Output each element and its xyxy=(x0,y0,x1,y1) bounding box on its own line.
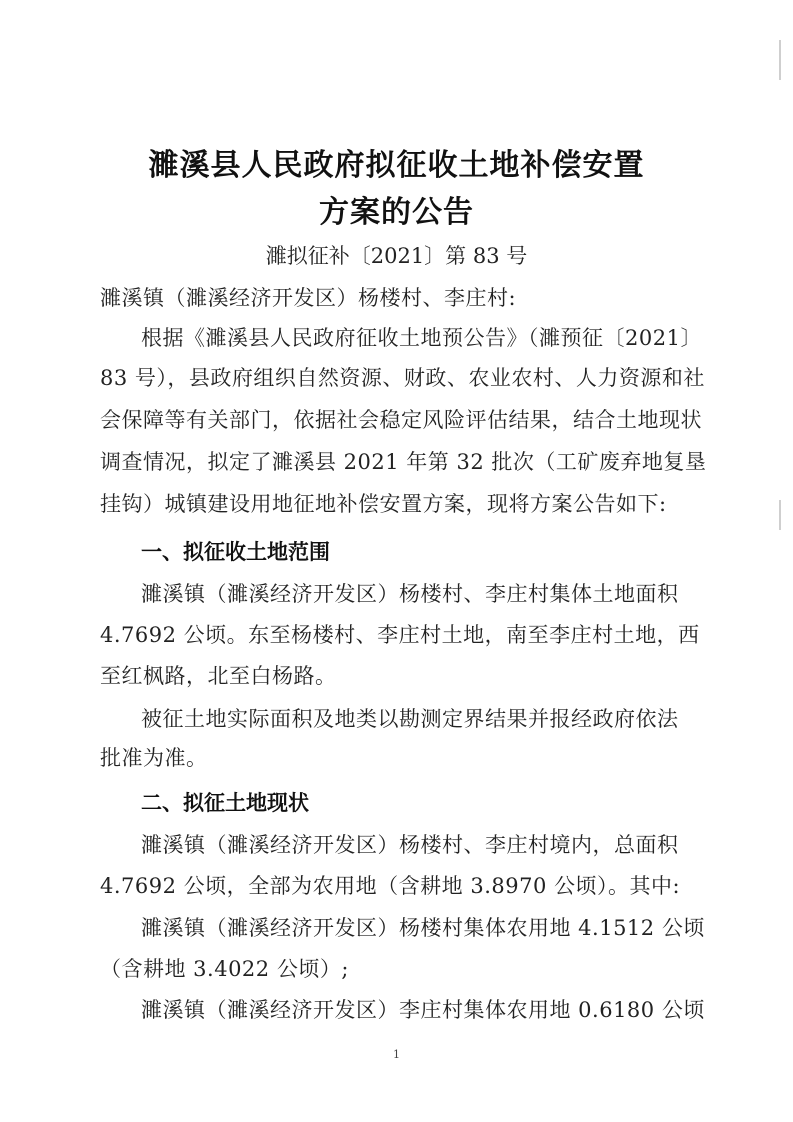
document-number: 濉拟征补〔2021〕第 83 号 xyxy=(265,244,528,268)
document-title-line-1: 濉溪县人民政府拟征收土地补偿安置 xyxy=(148,148,645,183)
intro-line: 83 号），县政府组织自然资源、财政、农业农村、人力资源和社 xyxy=(100,366,705,390)
section1-paragraph-line: 至红枫路，北至白杨路。 xyxy=(100,664,337,688)
section1-paragraph-line: 被征土地实际面积及地类以勘测定界结果并报经政府依法 xyxy=(141,707,679,731)
intro-line: 会保障等有关部门，依据社会稳定风险评估结果，结合土地现状 xyxy=(100,408,702,432)
section1-paragraph-line: 濉溪镇（濉溪经济开发区）杨楼村、李庄村集体土地面积 xyxy=(141,582,679,606)
section2-paragraph-line: 4.7692 公顷，全部为农用地（含耕地 3.8970 公顷）。其中: xyxy=(100,874,681,898)
section2-paragraph-line: 濉溪镇（濉溪经济开发区）李庄村集体农用地 0.6180 公顷 xyxy=(141,998,705,1022)
section1-paragraph-line: 4.7692 公顷。东至杨楼村、李庄村土地，南至李庄村土地，西 xyxy=(100,623,700,647)
section1-paragraph-line: 批准为准。 xyxy=(100,746,208,770)
intro-line: 根据《濉溪县人民政府征收土地预公告》（濉预征〔2021〕 xyxy=(141,326,702,350)
section2-paragraph-line: 濉溪镇（濉溪经济开发区）杨楼村、李庄村境内，总面积 xyxy=(141,833,679,857)
document-title-line-2: 方案的公告 xyxy=(319,195,474,230)
page-number: 1 xyxy=(393,1048,400,1061)
intro-line: 挂钩）城镇建设用地征地补偿安置方案，现将方案公告如下: xyxy=(100,492,667,516)
intro-line: 调查情况，拟定了濉溪县 2021 年第 32 批次（工矿废弃地复垦 xyxy=(100,450,707,474)
section2-paragraph-line: （含耕地 3.4022 公顷）; xyxy=(100,957,349,981)
section2-paragraph-line: 濉溪镇（濉溪经济开发区）杨楼村集体农用地 4.1512 公顷 xyxy=(141,916,705,940)
section-heading-1: 一、拟征收土地范围 xyxy=(141,540,330,564)
scan-edge-mark xyxy=(779,500,781,530)
section-heading-2: 二、拟征土地现状 xyxy=(141,791,309,815)
scan-edge-mark xyxy=(779,40,781,80)
addressee: 濉溪镇（濉溪经济开发区）杨楼村、李庄村: xyxy=(100,286,517,310)
